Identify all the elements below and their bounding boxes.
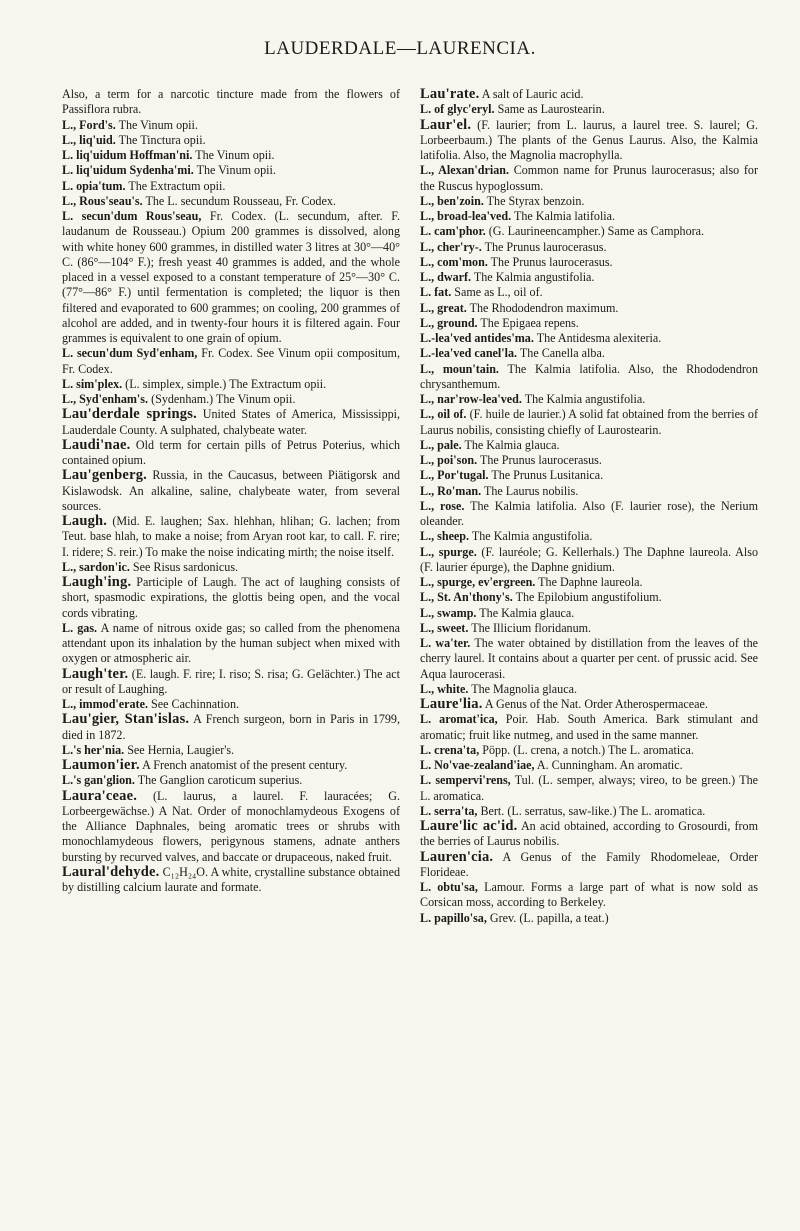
- entry-text: Russia, in the Caucasus, between Piätigorsk and Kislawodsk. An alkaline, saline, chalybeate water, from several sources.: [62, 468, 400, 513]
- dictionary-entry: [420, 438, 758, 453]
- subheadword: L.-lea'ved canel'la.: [420, 346, 518, 361]
- dictionary-entry: [420, 102, 758, 117]
- subheadword: L., spurge.: [420, 544, 477, 559]
- dictionary-entry: [420, 880, 758, 911]
- dictionary-entry: [420, 636, 758, 682]
- headword: Laure'lic ac'id.: [420, 818, 518, 834]
- entry-text: The Epilobium angustifolium.: [515, 590, 662, 605]
- dictionary-entry: [62, 773, 400, 788]
- entry-text: Participle of Laugh. The act of laughing consists of short, spasmodic expirations, the glottis being open, and the vocal cords vibrating.: [62, 575, 400, 620]
- subheadword: L. opia'tum.: [62, 178, 126, 193]
- dictionary-entry: [420, 392, 758, 407]
- entry-text: (E. laugh. F. rire; I. riso; S. risa; G. Gelächter.) The act or result of Laughing.: [62, 666, 401, 696]
- entry-text: The Kalmia latifolia.: [513, 209, 616, 223]
- entry-text: Bert. (L. serratus, saw-like.) The L. aromatica.: [480, 803, 706, 818]
- dictionary-entry: [62, 575, 400, 621]
- subheadword: L., Rous'seau's.: [62, 193, 143, 208]
- dictionary-entry: [62, 194, 400, 209]
- subheadword: L., rose.: [420, 498, 465, 513]
- subheadword: L., oil of.: [420, 407, 467, 422]
- subheadword: L., sardon'ic.: [62, 559, 130, 574]
- subheadword: L. cam'phor.: [420, 224, 486, 239]
- dictionary-entry: [62, 148, 400, 163]
- dictionary-entry: [420, 453, 758, 468]
- dictionary-entry: [420, 316, 758, 331]
- subheadword: L., sheep.: [420, 529, 470, 544]
- headword: Laural'dehyde.: [62, 863, 160, 880]
- dictionary-entry: [62, 789, 400, 865]
- entry-text: The Styrax benzoin.: [486, 193, 585, 208]
- dictionary-entry: [62, 667, 400, 698]
- dictionary-entry: [62, 209, 400, 346]
- entry-text: The water obtained by distillation from the leaves of the cherry laurel. It contains about a quarter per cent. of prussic acid. See Aqua laurocerasi.: [420, 636, 758, 681]
- entry-text: A Genus of the Nat. Order Atherospermaceae.: [484, 697, 708, 711]
- dictionary-entry: [62, 377, 400, 392]
- subheadword: L., nar'row-lea'ved.: [420, 392, 522, 406]
- subheadword: L., pale.: [420, 437, 462, 452]
- running-head: LAUDERDALE—LAURENCIA.: [264, 38, 536, 59]
- subheadword: L. papillo'sa,: [420, 910, 487, 925]
- subheadword: L. fat.: [420, 285, 452, 300]
- entry-text: A Genus of the Family Rhodomeleae, Order Florideae.: [420, 849, 758, 879]
- subheadword: L., Ford's.: [62, 117, 116, 132]
- headword: Laugh'ter.: [62, 665, 129, 682]
- dictionary-entry: [62, 407, 400, 438]
- dictionary-entry: [420, 163, 758, 194]
- dictionary-entry: [62, 118, 400, 133]
- left-column: [62, 87, 400, 895]
- subheadword: L., spurge, ev'ergreen.: [420, 575, 536, 589]
- entry-text: The Prunus laurocerasus.: [484, 239, 607, 254]
- subheadword: L., com'mon.: [420, 254, 488, 269]
- subheadword: L., liq'uid.: [62, 132, 116, 147]
- subheadword: L. crena'ta,: [420, 742, 480, 757]
- dictionary-entry: [420, 606, 758, 621]
- dictionary-entry: [62, 346, 400, 377]
- dictionary-entry: [420, 804, 758, 819]
- entry-text: (F. laurier; from L. laurus, a laurel tree. S. laurel; G. Lorbeerbaum.) The plants of the Genus Laurus. Also, the Kalmia latifolia. Also, the Magnolia macrophylla.: [420, 117, 758, 162]
- dictionary-entry: [420, 331, 758, 346]
- dictionary-entry: [420, 621, 758, 636]
- dictionary-entry: [420, 468, 758, 483]
- entry-text: (L. simplex, simple.) The Extractum opii.: [125, 376, 327, 391]
- subheadword: L., Syd'enham's.: [62, 392, 149, 406]
- entry-text: A name of nitrous oxide gas; so called from the phenomena attendant upon its inhalation by the human subject when mixed with oxygen or atmospheric air.: [62, 620, 400, 666]
- subheadword: L., great.: [420, 300, 467, 315]
- entry-text: (F. lauréole; G. Kellerhals.) The Daphne laureola. Also (F. laurier épurge), the Daphne gnidium.: [420, 544, 759, 574]
- entry-text: Tul. (L. semper, always; vireo, to be green.) The L. aromatica.: [420, 773, 759, 803]
- dictionary-entry: [420, 240, 758, 255]
- subheadword: L.-lea'ved antides'ma.: [420, 331, 534, 345]
- dictionary-entry: [420, 224, 758, 239]
- entry-text: Common name for Prunus laurocerasus; also for the Ruscus hypoglossum.: [420, 163, 758, 193]
- entry-text: A salt of Lauric acid.: [481, 87, 584, 101]
- subheadword: L., white.: [420, 681, 469, 696]
- subheadword: L., Ro'man.: [420, 483, 482, 498]
- entry-text: The Daphne laureola.: [538, 575, 643, 589]
- subheadword: L., ground.: [420, 315, 478, 330]
- entry-text: Same as L., oil of.: [454, 285, 543, 300]
- entry-text: United States of America, Mississippi, Lauderdale County. A sulphated, chalybeate water.: [62, 407, 400, 437]
- dictionary-entry: [420, 773, 758, 804]
- dictionary-entry: [420, 499, 758, 530]
- dictionary-entry: [62, 865, 400, 896]
- subheadword: L. aromat'ica,: [420, 712, 498, 727]
- dictionary-entry: [62, 621, 400, 667]
- entry-text: A. Cunningham. An aromatic.: [536, 758, 683, 772]
- headword: Laugh.: [62, 513, 108, 529]
- right-column: [420, 87, 758, 926]
- dictionary-entry: [62, 438, 400, 469]
- dictionary-entry: [420, 590, 758, 605]
- subheadword: L., poi'son.: [420, 453, 478, 467]
- dictionary-entry: [420, 484, 758, 499]
- entry-text: An acid obtained, according to Grosourdi, from the berries of Laurus nobilis.: [420, 819, 758, 849]
- entry-text: (F. huile de laurier.) A solid fat obtained from the berries of Laurus nobilis, consisting chiefly of Laurostearin.: [420, 407, 758, 437]
- subheadword: L. No'vae-zealand'iae,: [420, 758, 535, 772]
- headword: Lauren'cia.: [420, 848, 494, 865]
- entry-text: A French surgeon, born in Paris in 1799, died in 1872.: [62, 712, 400, 742]
- entry-text: The Epigaea repens.: [480, 315, 579, 330]
- dictionary-entry: [420, 545, 758, 576]
- headword: Laure'lia.: [420, 696, 483, 712]
- subheadword: L. obtu'sa,: [420, 880, 478, 894]
- headword: Laur'el.: [420, 116, 472, 133]
- subheadword: L., ben'zoin.: [420, 193, 484, 208]
- subheadword: L., moun'tain.: [420, 361, 499, 376]
- dictionary-entry: [420, 575, 758, 590]
- headword: Lau'rate.: [420, 86, 480, 102]
- entry-text: The Kalmia latifolia. Also (F. laurier rose), the Nerium oleander.: [420, 498, 758, 528]
- entry-text: Lamour. Forms a large part of what is now sold as Corsican moss, according to Berkeley.: [420, 880, 758, 910]
- headword: Laura'ceae.: [62, 787, 138, 804]
- entry-text: (G. Laurineencampher.) Same as Camphora.: [488, 224, 705, 239]
- dictionary-entry: [420, 850, 758, 881]
- entry-text: See Cachinnation.: [151, 697, 240, 711]
- subheadword: L., immod'erate.: [62, 697, 148, 711]
- entry-text: The Rhododendron maximum.: [469, 300, 619, 315]
- dictionary-entry: [420, 819, 758, 850]
- subheadword: L., Por'tugal.: [420, 468, 489, 483]
- dictionary-entry: [62, 179, 400, 194]
- dictionary-entry: [420, 758, 758, 773]
- entry-text: C₁₂H₂₄O. A white, crystalline substance obtained by distilling calcium laurate and formate.: [62, 864, 400, 894]
- entry-text: The Laurus nobilis.: [483, 483, 579, 498]
- subheadword: L., St. An'thony's.: [420, 590, 513, 605]
- subheadword: L., dwarf.: [420, 270, 472, 284]
- subheadword: L. wa'ter.: [420, 636, 471, 650]
- entry-text: The Illicium floridanum.: [471, 620, 592, 635]
- entry-text: Fr. Codex. See Vinum opii compositum, Fr. Codex.: [62, 346, 400, 376]
- entry-text: (Mid. E. laughen; Sax. hlehhan, hlihan; G. lachen; from Teut. base hlah, to make a noise; from Aryan root kar, to call. F. rire; I. ridere; S. reir.) To make the noise indicating mirth; the noise itself.: [62, 514, 400, 559]
- subheadword: L. liq'uidum Sydenha'mi.: [62, 163, 194, 178]
- entry-text: See Risus sardonicus.: [132, 559, 239, 574]
- subheadword: L.'s her'nia.: [62, 742, 125, 757]
- entry-text: Poir. Hab. South America. Bark stimulant and aromatic; fruit like nutmeg, and used in the same manner.: [420, 712, 758, 742]
- entry-text: Pöpp. (L. crena, a notch.) The L. aromatica.: [482, 742, 694, 757]
- dictionary-entry: [420, 362, 758, 393]
- entry-text: The Kalmia glauca.: [464, 437, 560, 452]
- entry-text: Fr. Codex. (L. secundum, after. F. laudanum de Rousseau.) Opium 200 grammes is dissolved, along with white honey 600 grammes, in distilled water 3 litres at 30°—40° C. (86°—104° F.); fresh yeast 40 grammes is added, and the whole placed in a vessel exposed to a constant temperature of 25°—30° C. (77°—86° F.) until fermentation is completed; the liquor is then filtered and evaporated to 600 grammes; on cooling, 200 grammes of alcohol are added, and in twenty-four hours it is filtered again. Four grammes is equivalent to one grain of opium.: [62, 209, 400, 345]
- subheadword: L. liq'uidum Hoffman'ni.: [62, 148, 193, 162]
- subheadword: L., cher'ry-.: [420, 239, 482, 254]
- entry-text: The L. secundum Rousseau, Fr. Codex.: [145, 193, 336, 208]
- dictionary-entry: [420, 682, 758, 697]
- entry-text: The Kalmia angustifolia.: [524, 392, 646, 406]
- entry-text: See Hernia, Laugier's.: [127, 742, 235, 757]
- subheadword: L., sweet.: [420, 620, 469, 635]
- dictionary-entry: [62, 743, 400, 758]
- subheadword: L.'s gan'glion.: [62, 773, 135, 788]
- subheadword: L. of glyc'eryl.: [420, 102, 495, 117]
- dictionary-entry: [420, 911, 758, 926]
- dictionary-entry: [420, 209, 758, 224]
- entry-text: The Vinum opii.: [118, 117, 198, 132]
- dictionary-entry: [420, 712, 758, 743]
- entry-text: The Antidesma alexiteria.: [536, 331, 662, 345]
- dictionary-entry: [62, 758, 400, 773]
- subheadword: L. secun'dum Rous'seau,: [62, 209, 202, 223]
- dictionary-entry: [62, 560, 400, 575]
- entry-text: Grev. (L. papilla, a teat.): [489, 910, 609, 925]
- headword: Laudi'nae.: [62, 436, 131, 453]
- entry-text: Same as Laurostearin.: [497, 102, 605, 117]
- subheadword: L. serra'ta,: [420, 803, 478, 818]
- dictionary-entry: [420, 87, 758, 102]
- entry-text: The Kalmia latifolia. Also, the Rhododendron chrysanthemum.: [420, 361, 758, 391]
- subheadword: L. secun'dum Syd'enham,: [62, 346, 198, 361]
- headword: Lau'derdale springs.: [62, 406, 197, 423]
- dictionary-entry: [420, 285, 758, 300]
- entry-text: A French anatomist of the present century.: [142, 758, 348, 772]
- dictionary-entry: [62, 712, 400, 743]
- entry-text: The Canella alba.: [519, 346, 605, 361]
- subheadword: L., broad-lea'ved.: [420, 209, 512, 223]
- dictionary-entry: [420, 118, 758, 164]
- entry-text: The Prunus laurocerasus.: [479, 453, 602, 467]
- subheadword: L. gas.: [62, 620, 98, 635]
- dictionary-entry: [62, 163, 400, 178]
- subheadword: L., Alexan'drian.: [420, 163, 510, 178]
- entry-text: Also, a term for a narcotic tincture made from the flowers of Passiflora rubra.: [62, 87, 400, 117]
- entry-text: The Kalmia angustifolia.: [473, 270, 595, 284]
- entry-text: Old term for certain pills of Petrus Poterius, which contained opium.: [62, 437, 400, 467]
- dictionary-entry: [420, 407, 758, 438]
- dictionary-entry: [62, 468, 400, 514]
- entry-text: (Sydenham.) The Vinum opii.: [151, 392, 296, 406]
- entry-text: The Ganglion caroticum superius.: [137, 773, 303, 788]
- dictionary-entry: [420, 270, 758, 285]
- subheadword: L., swamp.: [420, 605, 477, 620]
- entry-text: The Extractum opii.: [128, 178, 226, 193]
- entry-text: The Kalmia glauca.: [479, 605, 575, 620]
- dictionary-entry: [420, 697, 758, 712]
- headword: Laugh'ing.: [62, 574, 132, 590]
- entry-text: (L. laurus, a laurel. F. lauracées; G. Lorbeergewächse.) A Nat. Order of monochlamydeous Exogens of the Alliance Daphnales, being aromatic trees or shrubs with monochlamydeous flowers, perigynous stamens, adnate anthers bursting by recurved valves, and baccate or drupaceous, naked fruit.: [62, 788, 400, 864]
- headword: Laumon'ier.: [62, 757, 140, 773]
- headword: Lau'gier, Stan'islas.: [62, 711, 190, 728]
- dictionary-entry: [62, 697, 400, 712]
- subheadword: L. sempervi'rens,: [420, 773, 511, 788]
- entry-text: The Kalmia angustifolia.: [471, 529, 593, 544]
- dictionary-entry: [62, 514, 400, 560]
- entry-text: The Tinctura opii.: [118, 132, 206, 147]
- entry-text: The Prunus Lusitanica.: [491, 468, 604, 483]
- dictionary-entry: [420, 194, 758, 209]
- dictionary-entry: [420, 255, 758, 270]
- entry-text: The Prunus laurocerasus.: [490, 254, 613, 269]
- dictionary-entry: [62, 392, 400, 407]
- entry-text: The Vinum opii.: [196, 163, 276, 178]
- dictionary-entry: [62, 133, 400, 148]
- dictionary-entry: [420, 743, 758, 758]
- headword: Lau'genberg.: [62, 467, 147, 484]
- subheadword: L. sim'plex.: [62, 376, 123, 391]
- entry-text: The Magnolia glauca.: [471, 681, 577, 696]
- dictionary-entry: [420, 346, 758, 361]
- dictionary-entry: [420, 301, 758, 316]
- dictionary-entry: [62, 87, 400, 118]
- dictionary-entry: [420, 529, 758, 544]
- entry-text: The Vinum opii.: [195, 148, 275, 162]
